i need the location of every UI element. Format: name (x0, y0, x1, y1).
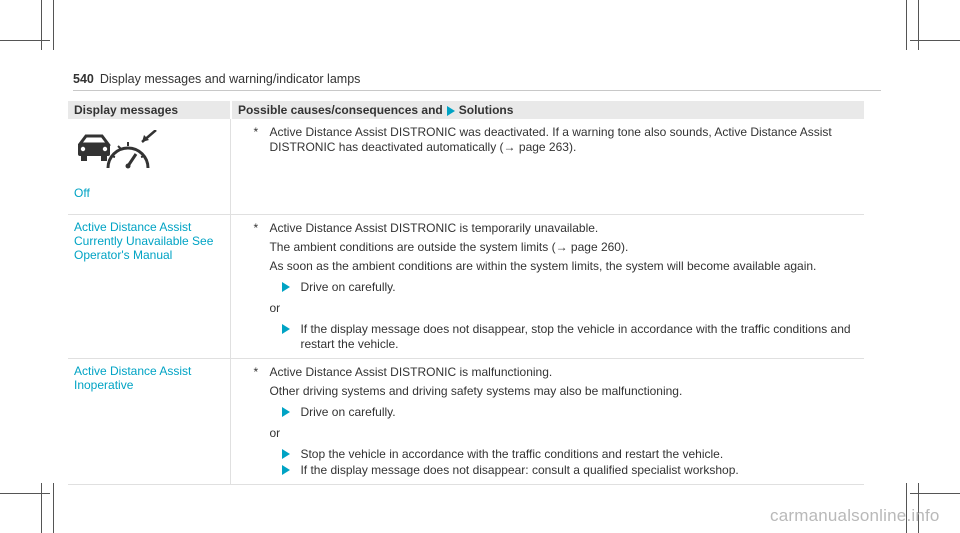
page-number: 540 (73, 72, 94, 86)
cause-text: * Active Distance Assist DISTRONIC is temporarily unavailable. (253, 220, 599, 235)
table-row (68, 119, 864, 214)
distronic-warning-lamp-icon (78, 130, 160, 172)
action-arrow-icon (282, 282, 290, 292)
footnote-asterisk: * (253, 125, 259, 139)
action-arrow-icon (282, 465, 290, 475)
cause-text: * Active Distance Assist DISTRONIC is malfunctioning. (253, 364, 553, 379)
display-messages-table (68, 101, 864, 485)
action-arrow-icon (282, 324, 290, 334)
column-header-causes (231, 101, 864, 119)
crop-mark (41, 0, 42, 50)
crop-mark (53, 483, 54, 533)
crop-mark (0, 40, 50, 41)
or-separator: or (269, 425, 281, 440)
action-arrow-icon (282, 449, 290, 459)
action-step: Drive on carefully. (253, 405, 852, 420)
crop-mark (53, 0, 54, 50)
crop-mark (918, 0, 919, 50)
action-step: If the display message does not disappear, stop the vehicle in accordance with the traffic conditions and restart the vehicle. (253, 322, 852, 352)
watermark: carmanualsonline.info (770, 506, 940, 525)
table-row (68, 214, 864, 358)
or-separator: or (269, 300, 281, 315)
message-currently-unavailable: Active Distance Assist Currently Unavailable See Operator's Manual (74, 219, 214, 262)
action-step: Drive on carefully. (253, 280, 852, 295)
info-text: The ambient conditions are outside the system limits (→ page 260). (269, 239, 629, 254)
action-step: Stop the vehicle in accordance with the traffic conditions and restart the vehicle. (253, 447, 852, 462)
info-text: As soon as the ambient conditions are within the system limits, the system will become available again. (269, 258, 817, 273)
column-header-display-messages: Display messages (68, 101, 231, 119)
message-inoperative: Active Distance Assist Inoperative (74, 363, 192, 392)
crop-mark (41, 483, 42, 533)
crop-mark (910, 493, 960, 494)
footnote-asterisk: * (253, 364, 259, 379)
page-title: Display messages and warning/indicator lamps (99, 72, 361, 86)
table-header-row (68, 101, 864, 119)
crop-mark (910, 40, 960, 41)
footnote-asterisk: * (253, 220, 259, 235)
solution-arrow-icon (447, 106, 455, 116)
crop-mark (906, 0, 907, 50)
page-header (73, 72, 360, 86)
crop-mark (0, 493, 50, 494)
action-arrow-icon (282, 407, 290, 417)
action-step: If the display message does not disappear: consult a qualified specialist workshop. (253, 463, 852, 478)
header-divider (73, 90, 881, 91)
table-row (68, 358, 864, 484)
column-header-solutions-label: Solutions (458, 103, 514, 117)
message-off: Off (74, 186, 90, 200)
info-text: Other driving systems and driving safety systems may also be malfunctioning. (269, 383, 683, 398)
column-header-causes-label: Possible causes/consequences and (237, 103, 443, 117)
cause-text: * Active Distance Assist DISTRONIC was deactivated. If a warning tone also sounds, Active Distance Assist DISTRONIC has deactivated automatically (→ page 263). (253, 125, 832, 154)
